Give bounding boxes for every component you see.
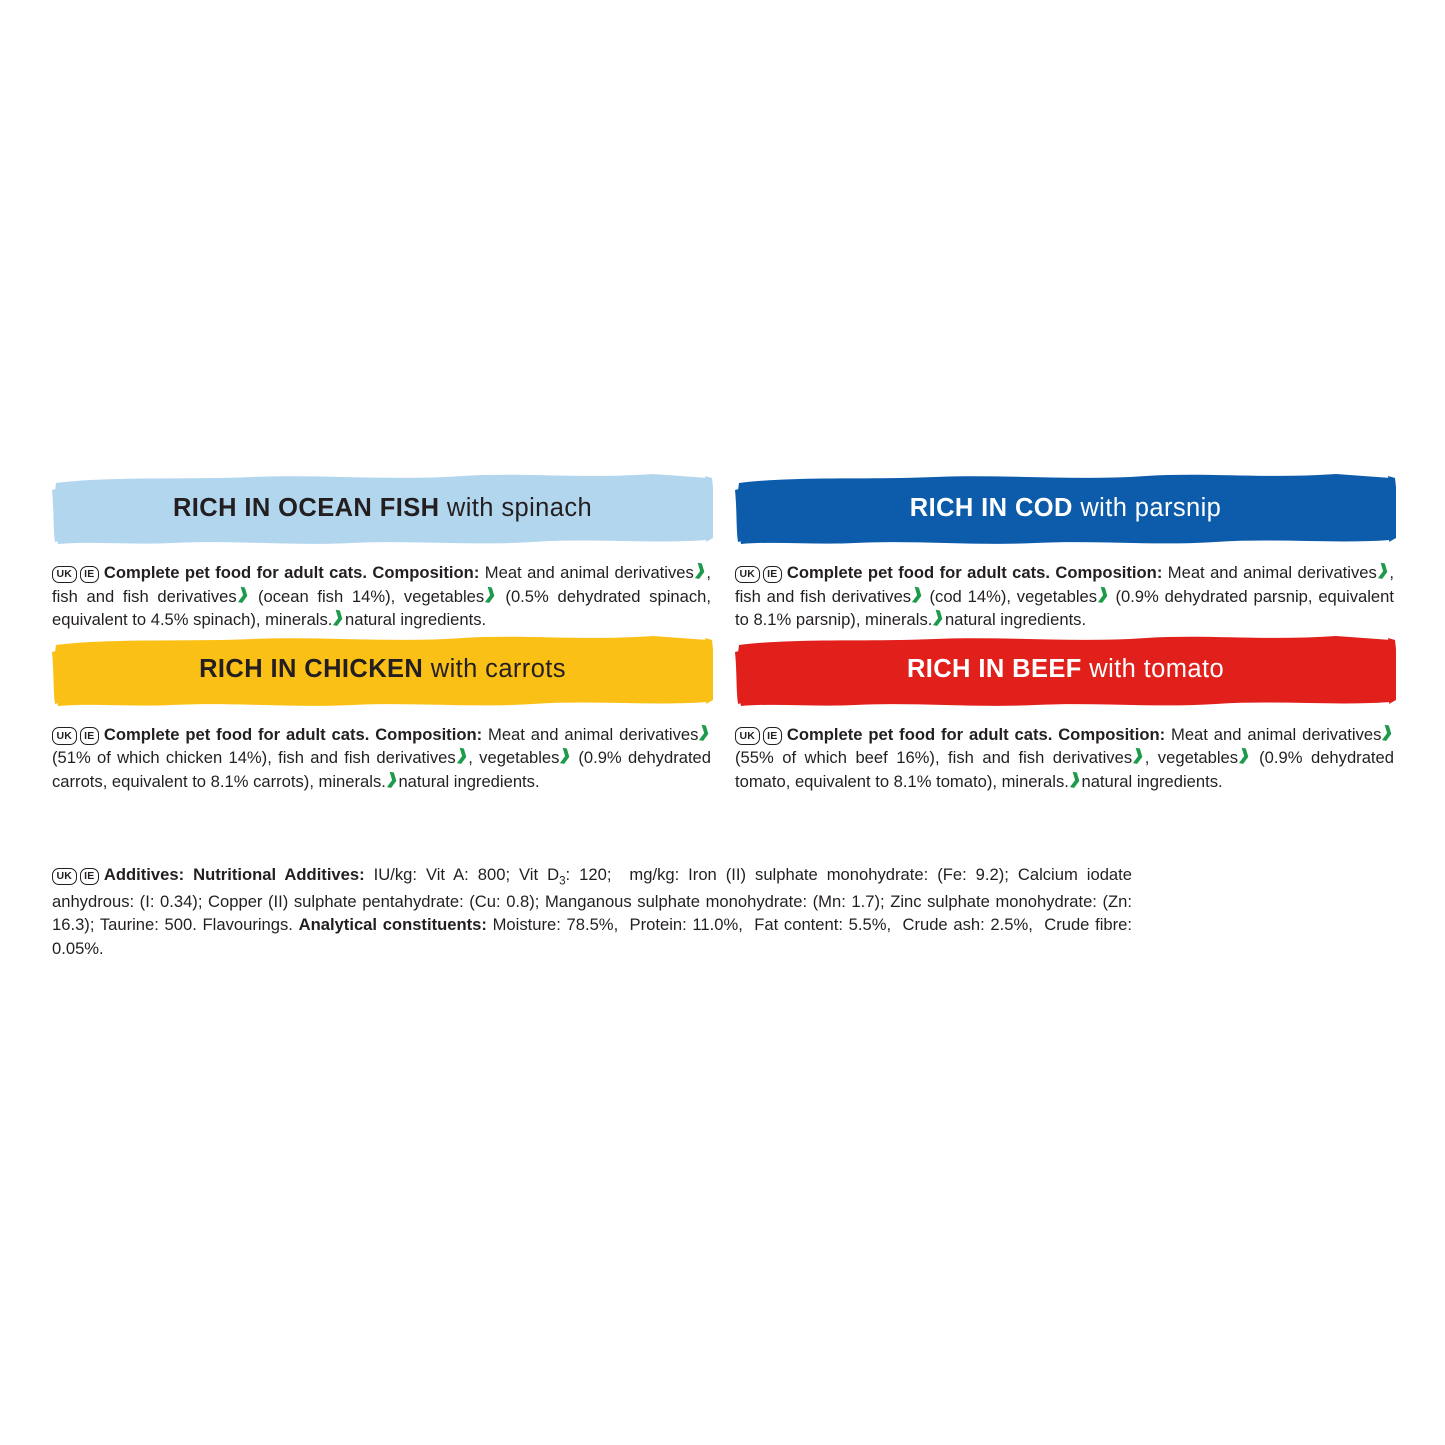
region-pill: UK xyxy=(52,868,77,886)
variant-title-beef: RICH IN BEEF with tomato xyxy=(906,655,1225,684)
composition-text-cod: UK IE Complete pet food for adult cats. Composition: Meat and animal derivatives❱, fish and fish derivatives❱ (cod 14%), vegetables❱ (0.9% dehydrated parsnip, equivalent to 8.1% parsnip), minerals.❱natural ingredients. xyxy=(735,561,1394,630)
region-marks xyxy=(52,560,99,584)
region-pill: IE xyxy=(763,566,782,584)
additives-block: UK IE Additives: Nutritional Additives: IU/kg: Vit A: 800; Vit $D_3$: 120; mg/kg: Iron (II) sulphate monohydrate: (Fe: 9.2); Calcium iodate anhydrous: (I: 0.34); Copper (II) sulphate pentahydrate: (Cu: 0.8); Manganous sulphate monohydrate: (Mn: 1.7); Zinc sulphate monohydrate: (Zn: 16.3); Taurine: 500. Flavourings. Analytical constituents: Moisture: 78.5%, Protein: 11.0%, Fat content: 5.5%, Crude ash: 2.5%, Crude fibre: 0.05%. xyxy=(52,862,1132,961)
composition-text-chicken: UK IE Complete pet food for adult cats. Composition: Meat and animal derivatives❱ (51% of which chicken 14%), fish and fish derivatives❱, vegetables❱ (0.9% dehydrated carrots, equivalent to 8.1% carrots), minerals.❱natural ingredients. xyxy=(52,722,713,791)
leaf-icon: ❱ xyxy=(1130,746,1147,766)
leaf-icon: ❱ xyxy=(384,769,400,789)
leaf-icon: ❱ xyxy=(558,746,574,766)
region-marks xyxy=(52,862,99,886)
leaf-icon: ❱ xyxy=(235,584,251,604)
variant-banner-ocean-fish xyxy=(52,470,713,546)
region-pill: IE xyxy=(80,566,99,584)
region-pill: UK xyxy=(52,727,77,745)
variant-title-chicken: RICH IN CHICKEN with carrots xyxy=(199,655,566,684)
variant-banner-chicken xyxy=(52,632,713,708)
leaf-icon: ❱ xyxy=(1375,561,1391,580)
composition-text-beef: UK IE Complete pet food for adult cats. Composition: Meat and animal derivatives❱ (55% of which beef 16%), fish and fish derivatives❱, vegetables❱ (0.9% dehydrated tomato, equivalent to 8.1% tomato), minerals.❱natural ingredients. xyxy=(735,722,1396,791)
leaf-icon: ❱ xyxy=(331,608,347,628)
region-pill: UK xyxy=(52,566,77,584)
region-pill: UK xyxy=(735,727,760,745)
region-marks xyxy=(735,722,782,746)
leaf-icon: ❱ xyxy=(697,722,713,742)
region-pill: IE xyxy=(763,727,782,745)
variant-grid xyxy=(52,470,1397,793)
region-marks xyxy=(735,560,782,584)
leaf-icon: ❱ xyxy=(454,746,470,766)
variant-title-cod: RICH IN COD with parsnip xyxy=(909,493,1222,522)
leaf-icon: ❱ xyxy=(909,584,926,604)
variant-cod xyxy=(735,470,1396,632)
region-pill: UK xyxy=(735,566,760,584)
variant-chicken xyxy=(52,632,713,794)
leaf-icon: ❱ xyxy=(1095,584,1112,604)
region-pill: IE xyxy=(80,868,99,886)
leaf-icon: ❱ xyxy=(1236,746,1253,766)
leaf-icon: ❱ xyxy=(692,561,708,580)
variant-ocean-fish xyxy=(52,470,713,632)
composition-text-ocean-fish: UK IE Complete pet food for adult cats. Composition: Meat and animal derivatives❱, fish and fish derivatives❱ (ocean fish 14%), vegetables❱ (0.5% dehydrated spinach, equivalent to 4.5% spinach), minerals.❱natural ingredients. xyxy=(52,561,711,630)
variant-beef xyxy=(735,632,1396,794)
region-pill: IE xyxy=(80,727,99,745)
variant-title-ocean-fish: RICH IN OCEAN FISH with spinach xyxy=(172,493,593,522)
leaf-icon: ❱ xyxy=(1380,722,1396,742)
variant-banner-cod xyxy=(735,470,1396,546)
variant-banner-beef xyxy=(735,632,1396,708)
leaf-icon: ❱ xyxy=(1067,769,1083,789)
leaf-icon: ❱ xyxy=(931,608,947,628)
leaf-icon: ❱ xyxy=(482,584,499,604)
region-marks xyxy=(52,722,99,746)
